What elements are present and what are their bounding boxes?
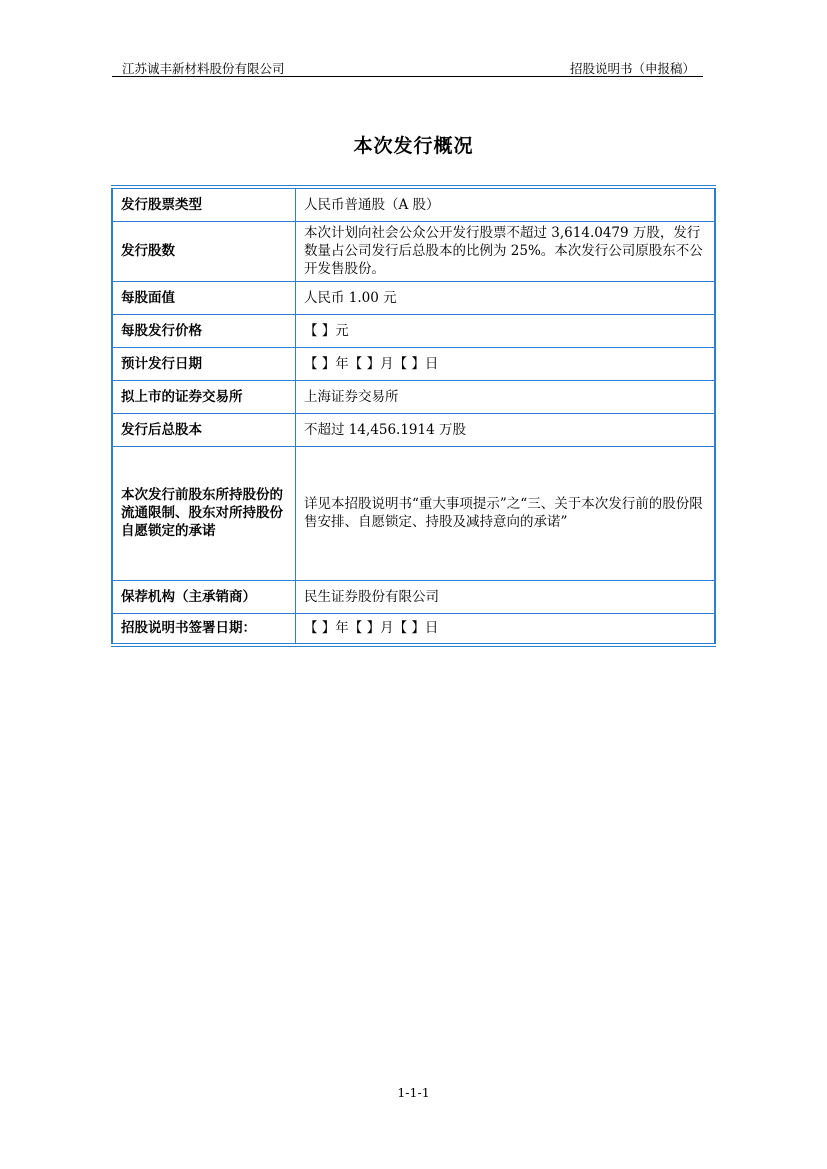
row-label: 发行股票类型: [112, 187, 296, 221]
row-label: 每股面值: [112, 281, 296, 314]
row-label: 拟上市的证券交易所: [112, 380, 296, 413]
table-row: [112, 314, 715, 347]
row-label: 预计发行日期: [112, 347, 296, 380]
row-value: 不超过 14,456.1914 万股: [296, 413, 716, 446]
table-row: [112, 221, 715, 281]
row-label: 招股说明书签署日期：: [112, 613, 296, 645]
table-row: [112, 613, 715, 645]
row-label: 发行股数: [112, 221, 296, 281]
row-value: 上海证券交易所: [296, 380, 716, 413]
row-value: 【 】元: [296, 314, 716, 347]
row-value: 【 】年【 】月【 】日: [296, 613, 716, 645]
table-row: [112, 380, 715, 413]
row-label: 发行后总股本: [112, 413, 296, 446]
table-row: [112, 187, 715, 221]
row-value: 人民币普通股（A 股）: [296, 187, 716, 221]
row-value: 民生证券股份有限公司: [296, 580, 716, 613]
row-value: 详见本招股说明书“重大事项提示”之“三、关于本次发行前的股份限售安排、自愿锁定、持股及减持意向的承诺”: [296, 446, 716, 580]
header-document-type: 招股说明书（申报稿）: [569, 61, 695, 76]
row-label: 每股发行价格: [112, 314, 296, 347]
table-row: [112, 446, 715, 580]
row-value: 本次计划向社会公众公开发行股票不超过 3,614.0479 万股，发行数量占公司发行后总股本的比例为 25%。本次发行公司原股东不公开发售股份。: [296, 221, 716, 281]
table-row: [112, 413, 715, 446]
row-value: 【 】年【 】月【 】日: [296, 347, 716, 380]
header-company-name: 江苏诚丰新材料股份有限公司: [122, 61, 285, 76]
page-header: [112, 56, 703, 77]
page-title: 本次发行概况: [353, 135, 474, 157]
table-row: [112, 281, 715, 314]
table-row: [112, 580, 715, 613]
offering-overview-table-container: [111, 185, 716, 647]
page-number: 1-1-1: [397, 1085, 430, 1100]
row-label: 保荐机构（主承销商）: [112, 580, 296, 613]
table-row: [112, 347, 715, 380]
row-label: 本次发行前股东所持股份的流通限制、股东对所持股份自愿锁定的承诺: [112, 446, 296, 580]
offering-overview-table: [111, 185, 716, 647]
row-value: 人民币 1.00 元: [296, 281, 716, 314]
